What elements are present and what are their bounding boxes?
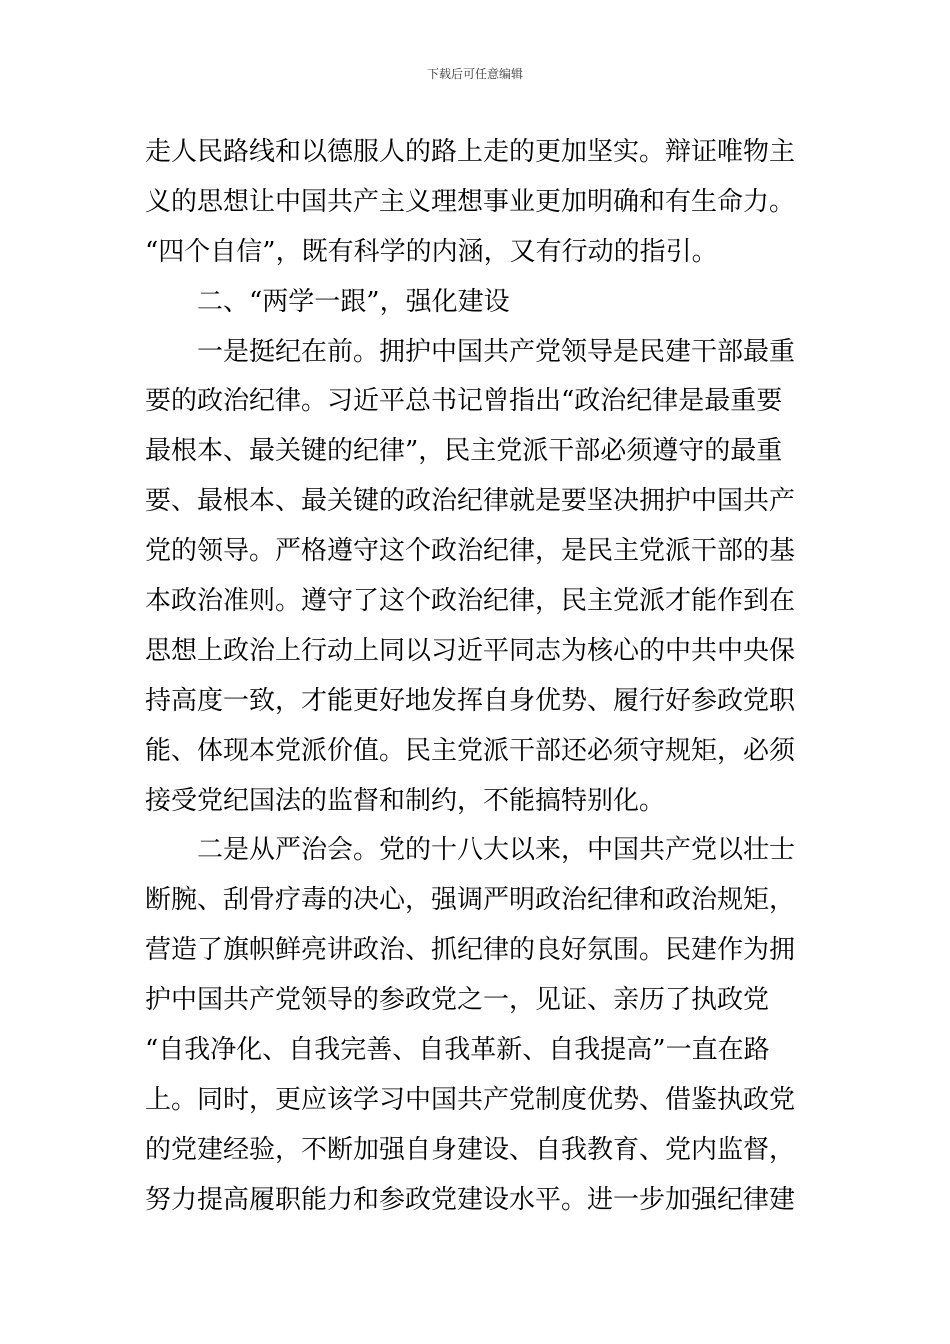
paragraph-2-start: 二是从严治会。党的十八大以来，中国共产党以壮士 xyxy=(197,835,796,866)
text-line-16: 断腕、刮骨疗毒的决心，强调严明政治纪律和政治规矩， xyxy=(145,885,796,916)
text-line-7: 最根本、最关键的纪律”，民主党派干部必须遵守的最重 xyxy=(145,436,783,467)
text-line-11: 思想上政治上行动上同以习近平同志为核心的中共中央保 xyxy=(145,635,796,666)
text-line-18: 护中国共产党领导的参政党之一，见证、亲历了执政党 xyxy=(145,985,770,1016)
text-line-8: 要、最根本、最关键的政治纪律就是要坚决拥护中国共产 xyxy=(145,486,796,517)
text-line-9: 党的领导。严格遵守这个政治纪律，是民主党派干部的基 xyxy=(145,536,796,567)
text-line-14: 接受党纪国法的监督和制约，不能搞特别化。 xyxy=(145,785,666,816)
text-line-6: 要的政治纪律。习近平总书记曾指出“政治纪律是最重要 xyxy=(145,386,783,417)
page-header: 下载后可任意编辑 xyxy=(426,67,523,81)
text-line-22: 努力提高履职能力和参政党建设水平。进一步加强纪律建 xyxy=(145,1184,796,1215)
text-line-2: 义的思想让中国共产主义理想事业更加明确和有生命力。 xyxy=(145,186,796,217)
text-line-1: 走人民路线和以德服人的路上走的更加坚实。辩证唯物主 xyxy=(145,137,796,167)
text-line-10: 本政治准则。遵守了这个政治纪律，民主党派才能作到在 xyxy=(145,586,796,617)
text-line-21: 的党建经验，不断加强自身建设、自我教育、党内监督， xyxy=(145,1134,796,1165)
section-heading: 二、“两学一跟”，强化建设 xyxy=(197,286,510,317)
text-line-12: 持高度一致，才能更好地发挥自身优势、履行好参政党职 xyxy=(145,685,796,716)
text-line-17: 营造了旗帜鲜亮讲政治、抓纪律的良好氛围。民建作为拥 xyxy=(145,935,796,966)
body-text xyxy=(145,128,810,1226)
text-line-19: “自我净化、自我完善、自我革新、自我提高”一直在路 xyxy=(145,1035,770,1066)
text-line-20: 上。同时，更应该学习中国共产党制度优势、借鉴执政党 xyxy=(145,1084,796,1115)
text-line-3: “四个自信”，既有科学的内涵，又有行动的指引。 xyxy=(145,236,718,267)
text-line-13: 能、体现本党派价值。民主党派干部还必须守规矩，必须 xyxy=(145,735,796,766)
paragraph-1-start: 一是挺纪在前。拥护中国共产党领导是民建干部最重 xyxy=(197,336,796,367)
